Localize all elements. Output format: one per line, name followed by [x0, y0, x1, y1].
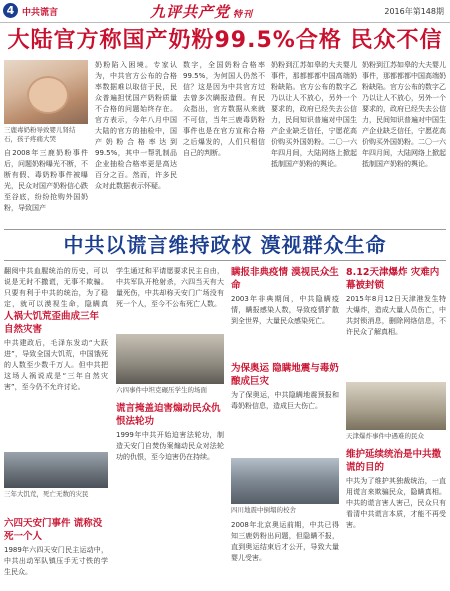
article-text: 数字，全国奶粉合格率99.5%，为何国人仍然不信？这是因为中共官方过去曾多次瞒报造假。有民众指出，官方数据从来就不可信，当年三鹿毒奶粉事件也是在官方宣称合格之后爆发的，人们只相信自己的判断。 [183, 61, 265, 157]
subheading: 人祸大饥荒歪曲成三年自然灾害 [4, 311, 100, 335]
subheading: 六四天安门事件 谎称没死一个人 [4, 518, 103, 542]
headline-second: 中共以谎言维持政权 漠视群众生命 [63, 233, 387, 257]
article-text: 中共建政后，毛泽东发动“大跃进”，导致全国大饥荒，中国饿死的人数至少数千万人。但中共把这场人祸说成是“三年自然灾害”，至今仍不允许讨论。 [4, 339, 108, 391]
article-text: 2015年8月12日天津港发生特大爆炸，造成大量人员伤亡，中共封锁消息，删除网络信息，不许民众了解真相。 [346, 295, 446, 336]
famine-photo [4, 452, 108, 488]
issue-number: 2016年第148期 [384, 7, 444, 16]
article-text: 1989年六四天安门民主运动中，中共出动军队镇压手无寸铁的学生民众。 [4, 546, 108, 576]
headline-main: 大陆官方称国产奶粉99.5%合格 民众不信 [7, 28, 443, 53]
subheading: 谎言掩盖迫害煽动民众仇恨法轮功 [116, 403, 221, 427]
photo-caption: 天津爆炸事件中遇难的民众 [346, 432, 424, 440]
section-title: 中共谎言 [22, 8, 59, 18]
page-number: 4 [3, 3, 18, 18]
masthead [150, 1, 253, 22]
masthead-title: 九评共产党 [150, 3, 231, 21]
article-text: 2008年北京奥运前期，中共已得知三鹿奶粉出问题，但隐瞒不报，直到奥运结束后才公开，导致大量婴儿受害。 [231, 521, 339, 562]
subheading: 维护延续统治是中共撒谎的目的 [346, 449, 442, 473]
article-text: 奶粉陷入困境。专家认为，中共官方公布的合格率数据难以取信于民，民众普遍担忧国产奶粉质量不合格的问题始终存在。官方表示，今年八月中国大陆的官方的抽检中，国产奶粉合格率达到99.5%，其中一帮乳制品企业抽检合格率更是高达百分之百。然而，许多民众对此数据表示怀疑。 [95, 61, 177, 190]
subheading: 为保奥运 隐瞒地震与毒奶酿成巨灾 [231, 363, 339, 387]
article-text: 1999年中共开始迫害法轮功，制造天安门自焚伪案煽动民众对法轮功的仇恨，至今迫害仍在持续。 [116, 431, 224, 461]
article-text: 自2008年三鹿奶粉事件后，问题奶粉曝光不断，不断有假、毒奶粉事件被曝光，民众对国产奶粉信心跌至谷底，纷纷抢购外国奶粉，导致国产 [4, 149, 88, 212]
article-text: 奶粉到江苏如皋的大夫婴儿事件，那都都都中国高端奶粉缺陷。官方公布的数字乙乃以让人不放心，另外一个要求的，政府已经失去公信力，民间知识普遍对中国生产企业缺乏信任，宁愿花高价购买外国奶粉。二〇一六年四月间，大陆网络上掀起抵制国产奶粉的舆论。 [362, 61, 446, 168]
article-text: 翻阅中共血腥统治的历史，可以说是无时不撒谎，无事不欺骗。只要有利于中共的统治，为了稳定，就可以漠视生命，隐瞒真 [4, 267, 108, 308]
divider [4, 260, 446, 261]
article-text: 奶粉到江苏如皋的大夫婴儿事件，那都都都中国高端奶粉缺陷。官方公布的数字乙乃以让人不放心，另外一个要求的，政府已经失去公信力，民间知识普遍对中国生产企业缺乏信任，宁愿花高价购买外国奶粉。二〇一六年四月间，大陆网络上掀起抵制国产奶粉的舆论。 [271, 61, 357, 168]
article-text: 中共为了维护其独裁统治，一直用谎言来欺骗民众，隐瞒真相。中共的谎言害人害己，民众只有看清中共谎言本质，才能不再受害。 [346, 477, 446, 529]
photo-caption: 三年大饥荒，死亡无数的灾民 [4, 490, 89, 498]
photo-caption: 六四事件中坦克碾压学生的场面 [116, 386, 207, 394]
article-text: 为了保奥运，中共隐瞒地震预报和毒奶粉信息，造成巨大伤亡。 [231, 391, 339, 410]
subheading: 8.12天津爆炸 灾难内幕被封锁 [346, 267, 440, 291]
earthquake-photo [231, 458, 339, 504]
subheading: 瞒报非典疫情 漠视民众生命 [231, 267, 339, 291]
tianjin-explosion-photo [346, 382, 446, 430]
article-text: 2003年非典期间，中共隐瞒疫情，瞒报感染人数，导致疫情扩散到全世界，大量民众感染死亡。 [231, 295, 339, 325]
article-text: 学生通过和平请愿要求民主自由，中共军队开枪射杀，六四当天有大量死伤，中共却称天安门广场没有死一个人，至今不公布死亡人数。 [116, 267, 224, 308]
tiananmen-photo [116, 334, 224, 384]
photo-caption: 四川地震中倒塌的校舍 [231, 506, 296, 514]
masthead-sub: 特刊 [233, 10, 254, 20]
page-header [0, 0, 450, 23]
photo-caption: 三鹿毒奶粉导致婴儿肾结石，孩子疼痛大哭 [4, 126, 76, 143]
crying-baby-photo [4, 60, 88, 124]
divider [4, 229, 446, 230]
